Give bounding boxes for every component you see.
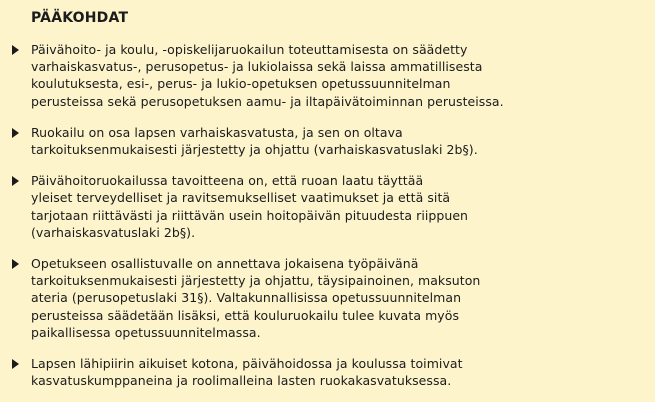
list-item xyxy=(12,172,639,241)
list-item xyxy=(12,41,639,110)
list-item-text: Päivähoito- ja koulu, -opiskelijaruokailun toteuttamisesta on säädetty varhaiskasvatus-, perusopetus- ja lukiolaissa sekä laissa ammatillisesta koulutuksesta, esi-, perus- ja lukio-opetuksen opetussuunnitelman perusteissa sekä perusopetuksen aamu- ja iltapäivätoiminnan perusteissa. xyxy=(31,42,504,109)
list-item-text: Lapsen lähipiirin aikuiset kotona, päivähoidossa ja koulussa toimivat kasvatuskumppaneina ja roolimalleina lasten ruokakasvatuksessa. xyxy=(31,356,463,389)
key-points-list xyxy=(12,41,639,389)
list-item xyxy=(12,355,639,389)
triangle-bullet-icon xyxy=(12,359,19,369)
triangle-bullet-icon xyxy=(12,128,19,138)
list-item-text: Ruokailu on osa lapsen varhaiskasvatusta, ja sen on oltava tarkoituksenmukaisesti järjestetty ja ohjattu (varhaiskasvatuslaki 2b§). xyxy=(31,124,478,158)
list-item xyxy=(12,255,639,341)
section-heading: PÄÄKOHDAT xyxy=(31,10,129,26)
list-item-text: Päivähoitoruokailussa tavoitteena on, että ruoan laatu täyttää yleiset terveydelliset ja ravitsemukselliset vaatimukset ja että sitä tarjotaan riittävästi ja riittävän usein hoitopäivän pituudesta riippuen (varhaiskasvatuslaki 2b§). xyxy=(31,173,469,240)
list-item-text: Opetukseen osallistuvalle on annettava jokaisena työpäivänä tarkoituksenmukaisesti järjestetty ja ohjattu, täysipainoinen, maksuton ateria (perusopetuslaki 31§). Valtakunnallisissa opetussuunnitelman perusteissa säädetään lisäksi, että kouluruokailu tulee kuvata myös paikallisessa opetussuunnitelmassa. xyxy=(31,256,481,340)
triangle-bullet-icon xyxy=(12,259,19,269)
list-item xyxy=(12,124,639,158)
triangle-bullet-icon xyxy=(12,176,19,186)
triangle-bullet-icon xyxy=(12,45,19,55)
